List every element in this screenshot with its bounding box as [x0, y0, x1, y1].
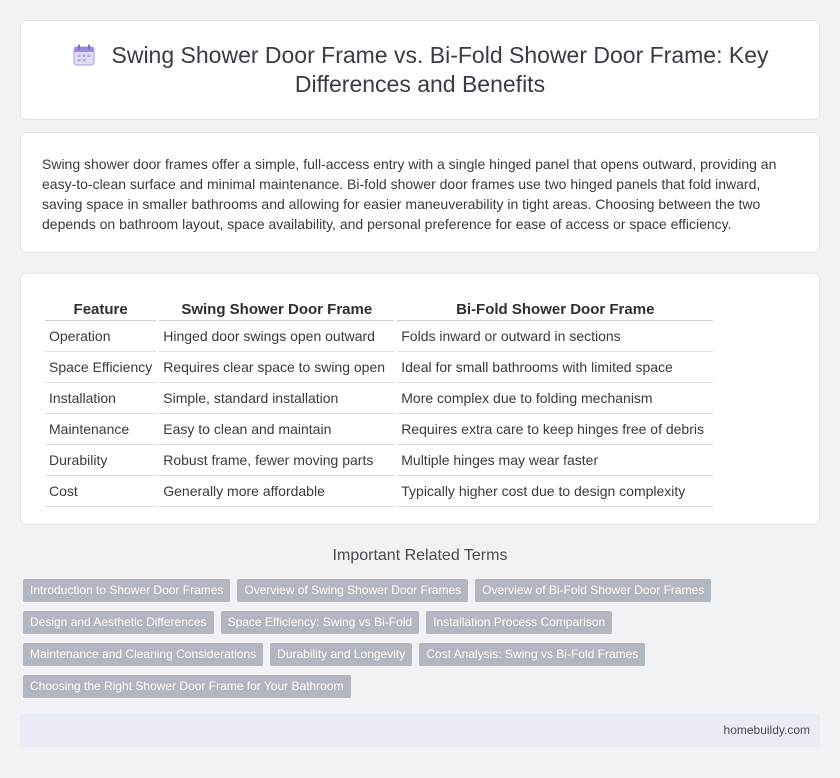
- related-terms-list: [23, 579, 743, 698]
- related-terms-heading: Important Related Terms: [332, 547, 508, 564]
- related-term-tag[interactable]: Installation Process Comparison: [426, 611, 612, 634]
- table-cell: Folds inward or outward in sections: [397, 321, 713, 352]
- related-term-tag[interactable]: Durability and Longevity: [270, 643, 412, 666]
- column-header-swing: Swing Shower Door Frame: [159, 295, 394, 321]
- related-term-tag[interactable]: Choosing the Right Shower Door Frame for Your Bathroom: [23, 675, 351, 698]
- table-cell: Space Efficiency: [45, 352, 156, 383]
- intro-paragraph: Swing shower door frames offer a simple, full-access entry with a single hinged panel that opens outward, providing an easy-to-clean surface and minimal maintenance. Bi-fold shower door frames use two hinged panels that fold inward, saving space in smaller bathrooms and allowing for easier maneuverability in tight areas. Choosing between the two depends on bathroom layout, space availability, and personal preference for ease of access or space efficiency.: [42, 156, 777, 232]
- related-term-tag[interactable]: Cost Analysis: Swing vs Bi-Fold Frames: [419, 643, 645, 666]
- table-cell: Installation: [45, 383, 156, 414]
- calendar-icon: [72, 43, 96, 67]
- related-term-tag[interactable]: Introduction to Shower Door Frames: [23, 579, 230, 602]
- table-cell: Operation: [45, 321, 156, 352]
- table-cell: Requires clear space to swing open: [159, 352, 394, 383]
- table-cell: Hinged door swings open outward: [159, 321, 394, 352]
- table-cell: Robust frame, fewer moving parts: [159, 445, 394, 476]
- table-cell: Easy to clean and maintain: [159, 414, 394, 445]
- intro-card: [20, 132, 820, 253]
- table-cell: Maintenance: [45, 414, 156, 445]
- table-header-row: [45, 295, 713, 321]
- table-cell: Requires extra care to keep hinges free of debris: [397, 414, 713, 445]
- footer-site-link[interactable]: homebuildy.com: [723, 723, 810, 737]
- table-cell: Cost: [45, 476, 156, 507]
- comparison-table: [42, 295, 716, 507]
- footer: [20, 714, 820, 747]
- table-cell: Simple, standard installation: [159, 383, 394, 414]
- page-title-text: Swing Shower Door Frame vs. Bi-Fold Shower Door Frame: Key Differences and Benefits: [111, 42, 769, 97]
- related-term-tag[interactable]: Overview of Swing Shower Door Frames: [237, 579, 468, 602]
- header-card: [20, 20, 820, 120]
- table-row: [45, 476, 713, 507]
- related-term-tag[interactable]: Design and Aesthetic Differences: [23, 611, 214, 634]
- table-cell: Ideal for small bathrooms with limited space: [397, 352, 713, 383]
- table-row: [45, 445, 713, 476]
- table-row: [45, 383, 713, 414]
- table-cell: Typically higher cost due to design complexity: [397, 476, 713, 507]
- table-cell: Generally more affordable: [159, 476, 394, 507]
- column-header-feature: Feature: [45, 295, 156, 321]
- page-title: [21, 41, 819, 99]
- comparison-card: [20, 273, 820, 525]
- related-term-tag[interactable]: Space Efficiency: Swing vs Bi-Fold: [221, 611, 420, 634]
- table-row: [45, 321, 713, 352]
- table-cell: Durability: [45, 445, 156, 476]
- related-term-tag[interactable]: Overview of Bi-Fold Shower Door Frames: [475, 579, 711, 602]
- table-cell: Multiple hinges may wear faster: [397, 445, 713, 476]
- related-term-tag[interactable]: Maintenance and Cleaning Considerations: [23, 643, 263, 666]
- column-header-bifold: Bi-Fold Shower Door Frame: [397, 295, 713, 321]
- table-cell: More complex due to folding mechanism: [397, 383, 713, 414]
- table-row: [45, 414, 713, 445]
- table-row: [45, 352, 713, 383]
